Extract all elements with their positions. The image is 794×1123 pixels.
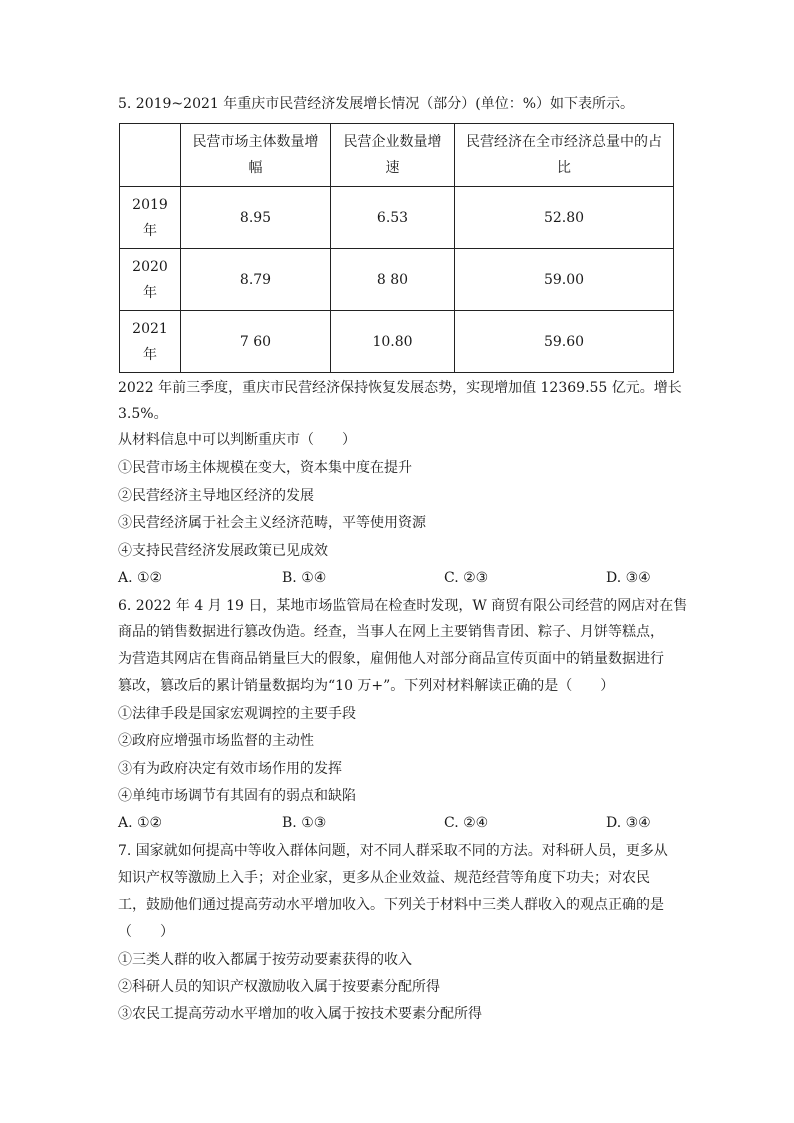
option-d[interactable]: D. ③④ [606, 815, 651, 831]
q6-stem-line: 篡改，篡改后的累计销量数据均为“10 万+”。下列对材料解读正确的是（ ） [118, 678, 615, 694]
table-row [120, 311, 674, 373]
q6-item: ④单纯市场调节有其固有的弱点和缺陷 [118, 788, 356, 804]
q6-stem-line: 商品的销售数据进行篡改伪造。经查，当事人在网上主要销售青团、粽子、月饼等糕点， [118, 624, 664, 640]
option-d[interactable]: D. ③④ [606, 570, 651, 586]
option-c[interactable]: C. ②④ [444, 815, 489, 831]
table-year-cell: 2019年 [120, 187, 181, 249]
q6-item: ①法律手段是国家宏观调控的主要手段 [118, 706, 356, 722]
q6-options [118, 813, 658, 833]
q6-item: ②政府应增强市场监督的主动性 [118, 733, 314, 749]
option-c[interactable]: C. ②③ [444, 570, 489, 586]
option-a[interactable]: A. ①② [118, 815, 163, 831]
q7-stem-line: 7. 国家就如何提高中等收入群体问题，对不同人群采取不同的方法。对科研人员，更多从 [118, 843, 668, 859]
q5-paragraph: 2022 年前三季度，重庆市民营经济保持恢复发展态势，实现增加值 12369.55 亿元。增长 [118, 380, 682, 396]
table-header-row [120, 124, 674, 187]
q5-options [118, 568, 658, 588]
table-year-cell: 2020年 [120, 249, 181, 311]
table-header-cell: 民营市场主体数量增幅 [181, 124, 331, 187]
table-cell: 7 60 [181, 311, 331, 373]
option-b[interactable]: B. ①③ [282, 815, 327, 831]
q5-item: ④支持民营经济发展政策已见成效 [118, 543, 328, 559]
table-cell: 8.79 [181, 249, 331, 311]
q7-item: ②科研人员的知识产权激励收入属于按要素分配所得 [118, 979, 440, 995]
table-cell: 6.53 [331, 187, 455, 249]
table-cell: 59.00 [455, 249, 674, 311]
q6-stem-line: 为营造其网店在售商品销量巨大的假象，雇佣他人对部分商品宣传页面中的销量数据进行 [118, 651, 664, 667]
table-row [120, 249, 674, 311]
q6-stem-line: 6. 2022 年 4 月 19 日，某地市场监管局在检查时发现，W 商贸有限公司经营的网店对在售 [118, 598, 688, 614]
q5-item: ②民营经济主导地区经济的发展 [118, 488, 314, 504]
q7-item: ③农民工提高劳动水平增加的收入属于按技术要素分配所得 [118, 1006, 482, 1022]
table-cell: 52.80 [455, 187, 674, 249]
q5-item: ③民营经济属于社会主义经济范畴，平等使用资源 [118, 515, 426, 531]
q7-stem-line: 工，鼓励他们通过提高劳动水平增加收入。下列关于材料中三类人群收入的观点正确的是 [118, 897, 664, 913]
q5-title: 5. 2019~2021 年重庆市民营经济发展增长情况（部分）(单位：%）如下表所示。 [118, 96, 635, 112]
table-cell: 59.60 [455, 311, 674, 373]
q7-stem-line: 知识产权等激励上入手；对企业家，更多从企业效益、规范经营等角度下功夫；对农民 [118, 870, 650, 886]
q6-item: ③有为政府决定有效市场作用的发挥 [118, 761, 342, 777]
option-a[interactable]: A. ①② [118, 570, 163, 586]
table-year-cell: 2021年 [120, 311, 181, 373]
growth-table [119, 123, 674, 373]
q5-item: ①民营市场主体规模在变大，资本集中度在提升 [118, 460, 412, 476]
table-row [120, 187, 674, 249]
q7-item: ①三类人群的收入都属于按劳动要素获得的收入 [118, 952, 412, 968]
table-cell: 8 80 [331, 249, 455, 311]
table-header-cell [120, 124, 181, 187]
option-b[interactable]: B. ①④ [282, 570, 327, 586]
table-cell: 8.95 [181, 187, 331, 249]
q5-stem: 从材料信息中可以判断重庆市（ ） [118, 432, 356, 448]
q7-stem-line: （ ） [118, 924, 174, 940]
table-cell: 10.80 [331, 311, 455, 373]
table-header-cell: 民营经济在全市经济总量中的占比 [455, 124, 674, 187]
q5-paragraph: 3.5%。 [118, 406, 168, 422]
table-header-cell: 民营企业数量增速 [331, 124, 455, 187]
